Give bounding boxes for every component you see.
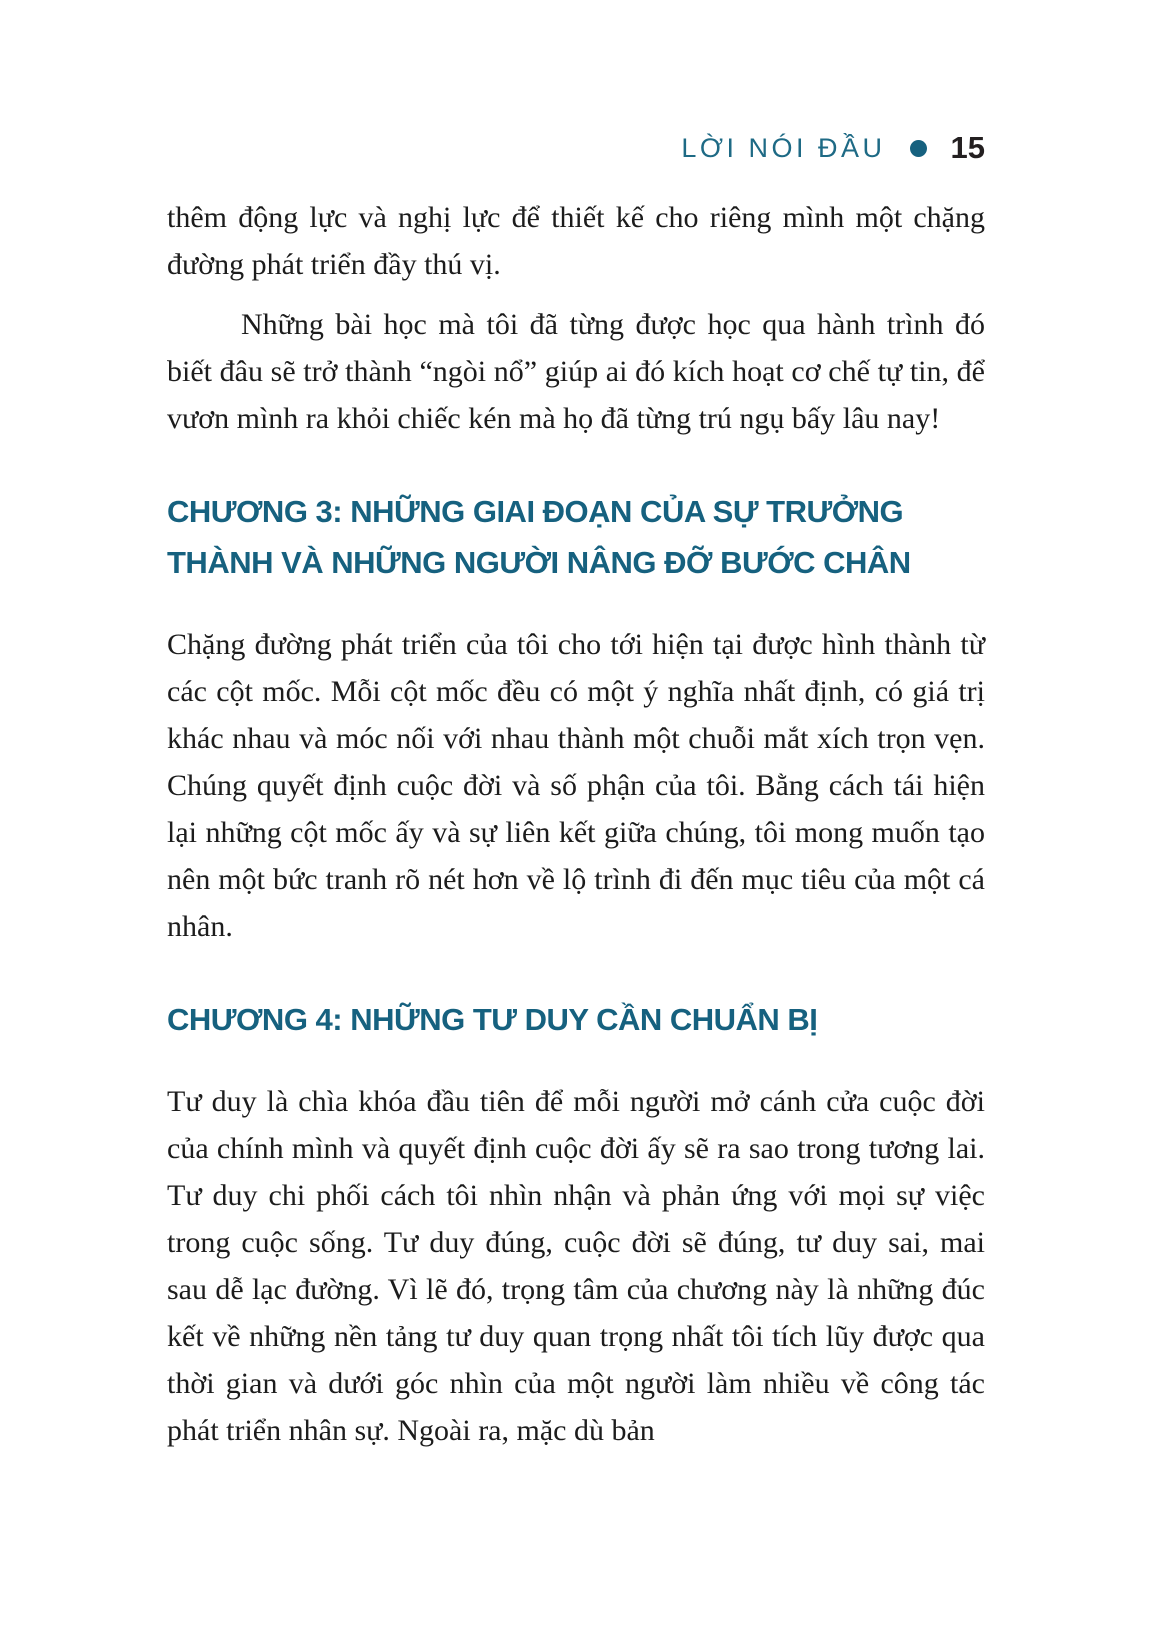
paragraph-lessons: Những bài học mà tôi đã từng được học qua hành trình đó biết đâu sẽ trở thành “ngòi nổ” giúp ai đó kích hoạt cơ chế tự tin, để vươn mình ra khỏi chiếc kén mà họ đã từng trú ngụ bấy lâu nay! [167, 308, 985, 435]
chapter-3-heading: CHƯƠNG 3: NHỮNG GIAI ĐOẠN CỦA SỰ TRƯỞNG THÀNH VÀ NHỮNG NGƯỜI NÂNG ĐỠ BƯỚC CHÂN [167, 494, 911, 580]
chapter-4-heading: CHƯƠNG 4: NHỮNG TƯ DUY CẦN CHUẨN BỊ [167, 1002, 818, 1037]
paragraph-chapter-4-summary: Tư duy là chìa khóa đầu tiên để mỗi người mở cánh cửa cuộc đời của chính mình và quyết định cuộc đời ấy sẽ ra sao trong tương lai. Tư duy chi phối cách tôi nhìn nhận và phản ứng với mọi sự việc trong cuộc sống. Tư duy đúng, cuộc đời sẽ đúng, tư duy sai, mai sau dễ lạc đường. Vì lẽ đó, trọng tâm của chương này là những đúc kết về những nền tảng tư duy quan trọng nhất tôi tích lũy được qua thời gian và dưới góc nhìn của một người làm nhiều về công tác phát triển nhân sự. Ngoài ra, mặc dù bản [167, 1085, 985, 1447]
page-content [167, 194, 985, 1454]
running-header [167, 130, 985, 166]
paragraph-chapter-3-summary: Chặng đường phát triển của tôi cho tới hiện tại được hình thành từ các cột mốc. Mỗi cột mốc đều có một ý nghĩa nhất định, có giá trị khác nhau và móc nối với nhau thành một chuỗi mắt xích trọn vẹn. Chúng quyết định cuộc đời và số phận của tôi. Bằng cách tái hiện lại những cột mốc ấy và sự liên kết giữa chúng, tôi mong muốn tạo nên một bức tranh rõ nét hơn về lộ trình đi đến mục tiêu của một cá nhân. [167, 628, 985, 943]
page-number: 15 [950, 130, 985, 165]
bullet-dot-icon [910, 140, 927, 157]
paragraph-continuation: thêm động lực và nghị lực để thiết kế cho riêng mình một chặng đường phát triển đầy thú vị. [167, 201, 985, 281]
running-title: LỜI NÓI ĐẦU [681, 132, 886, 163]
